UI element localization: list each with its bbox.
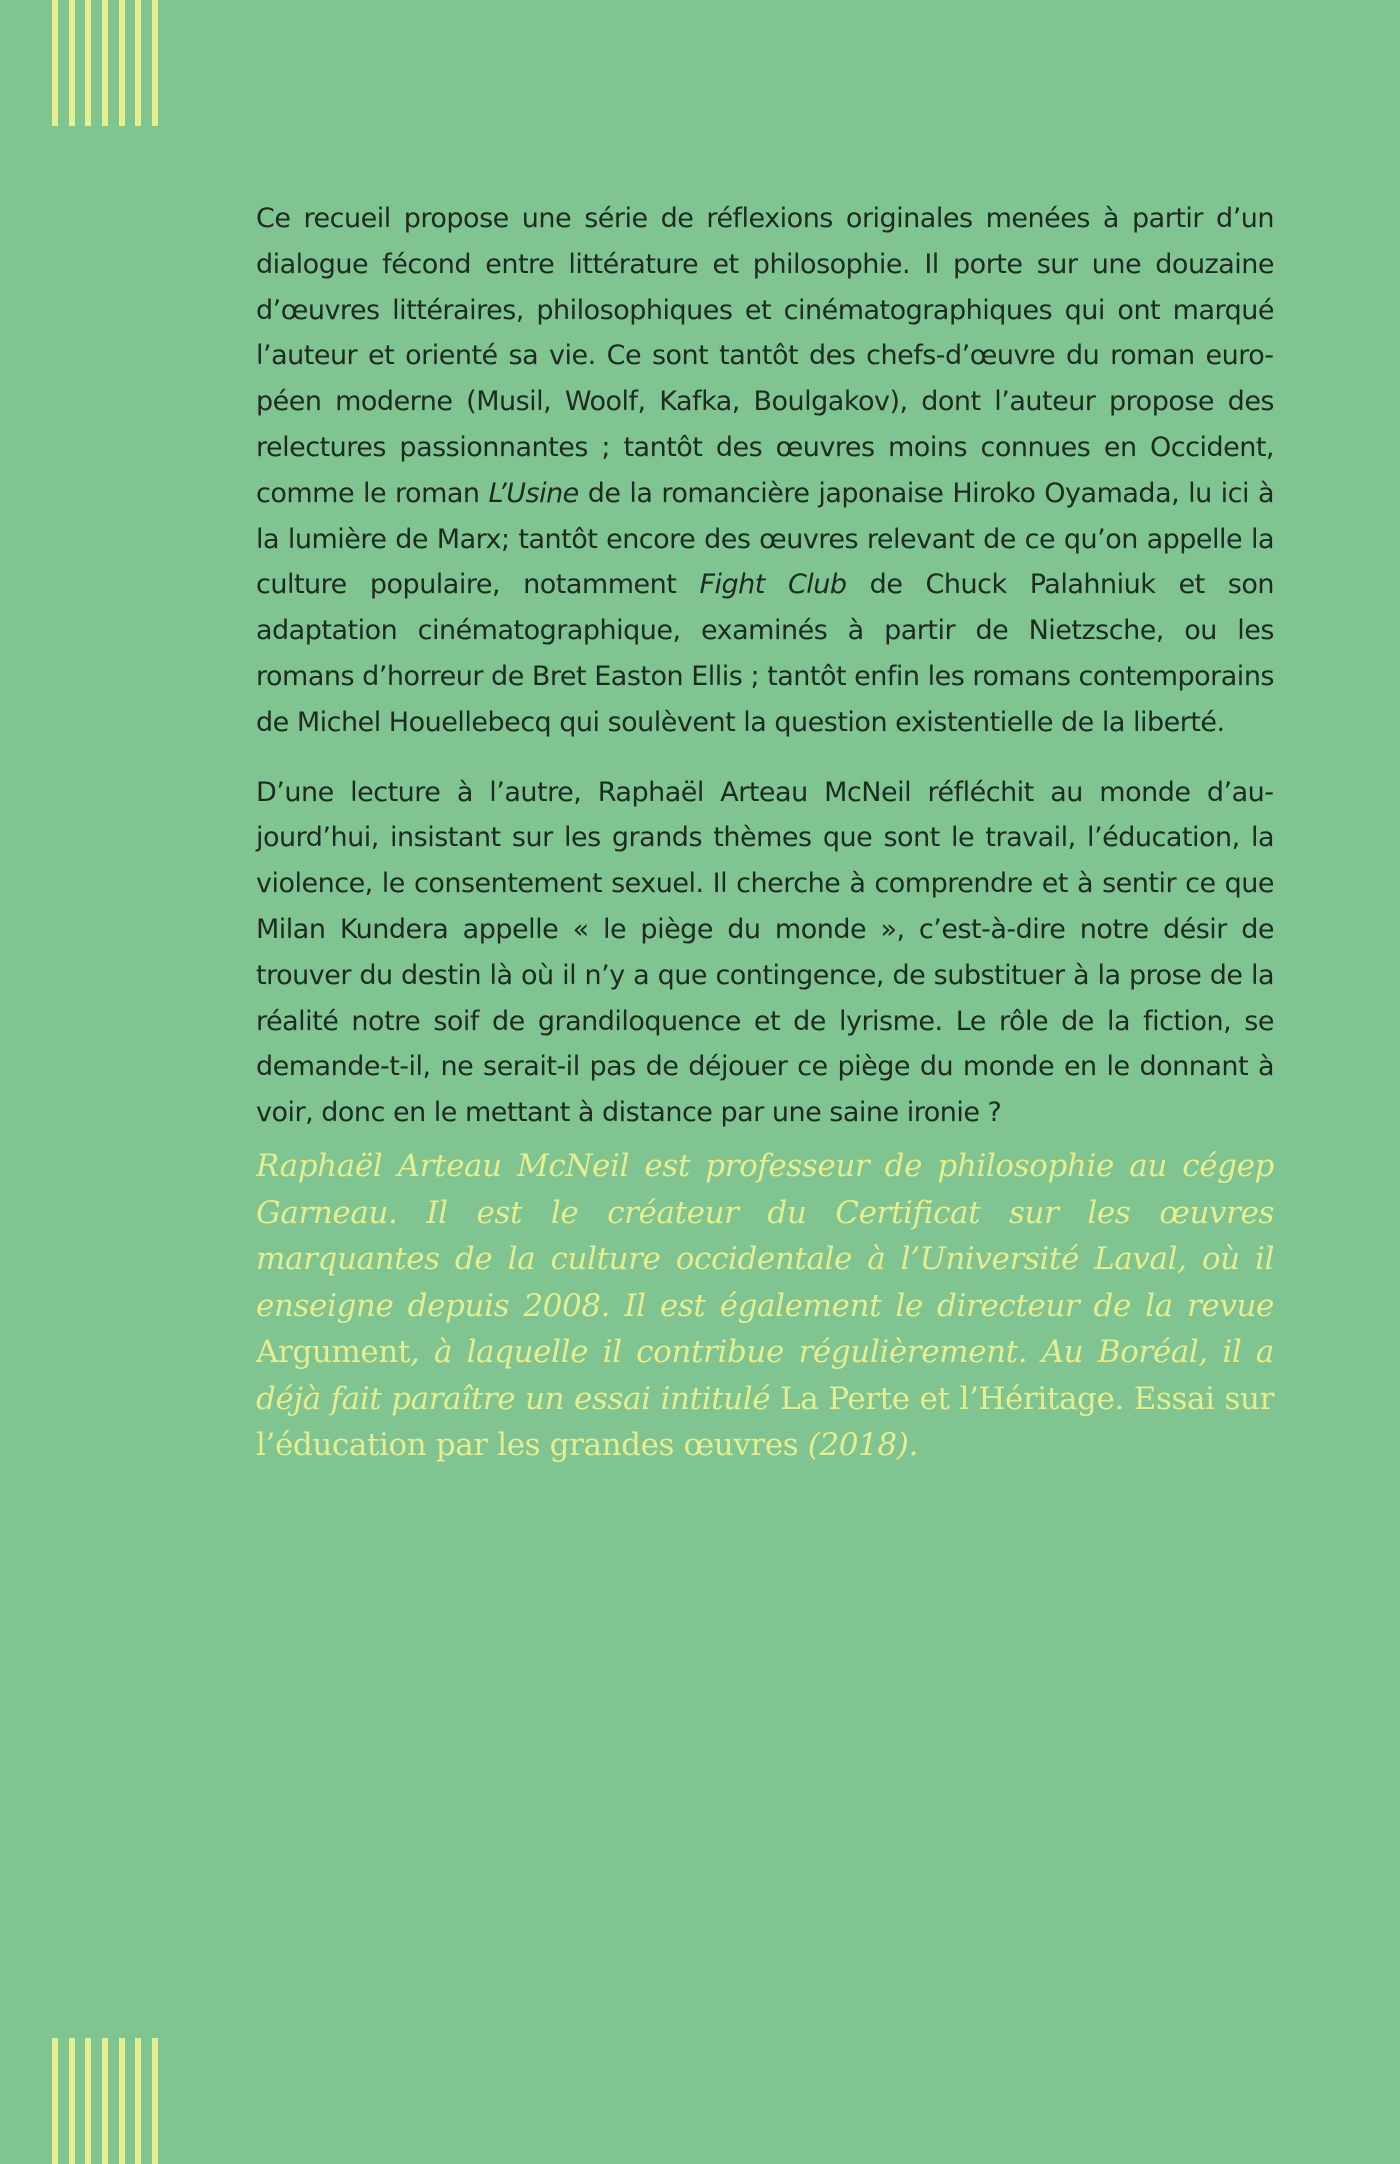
stripe	[152, 2038, 158, 2164]
top-stripes-decoration	[52, 0, 158, 126]
stripe	[85, 0, 91, 126]
p1-text-a: Ce recueil propose une série de réflexions originales menées à partir d’un dialogue fécond entre littérature et philosophie. Il porte sur une douzaine d’œuvres littéraires, philosophiques et cinématographiques qui ont marqué l’auteur et orienté sa vie. Ce sont tantôt des chefs-d’œuvre du roman européen moderne (Musil, Woolf, Kafka, Boulgakov), dont l’auteur propose des relectures passionnantes ; tantôt des œuvres moins connues en Occident, comme le roman	[256, 203, 1274, 509]
back-cover-description	[256, 196, 1274, 1160]
bottom-stripes-decoration	[52, 2038, 158, 2164]
stripe	[119, 0, 125, 126]
stripe	[152, 0, 158, 126]
author-bio	[256, 1143, 1274, 1469]
book-title-fight-club: Fight Club	[699, 569, 847, 601]
bio-text-a: Raphaël Arteau McNeil est professeur de philosophie au cégep Garneau. Il est le créateur du Certificat sur les œuvres marquantes de la culture occidentale à l’Université Laval, où il enseigne depuis 2008. Il est également le directeur de la revue	[256, 1148, 1274, 1324]
description-paragraph-2: D’une lecture à l’autre, Raphaël Arteau McNeil réfléchit au monde d’aujourd’hui, insistant sur les grands thèmes que sont le travail, l’éducation, la violence, le consentement sexuel. Il cherche à comprendre et à sentir ce que Milan Kundera appelle « le piège du monde », c’est-à-dire notre désir de trouver du destin là où il n’y a que contingence, de substituer à la prose de la réalité notre soif de grandiloquence et de lyrisme. Le rôle de la fiction, se demande-t-il, ne serait-il pas de déjouer ce piège du monde en le donnant à voir, donc en le mettant à distance par une saine ironie ?	[256, 776, 1274, 1129]
stripe	[119, 2038, 125, 2164]
stripe	[102, 0, 108, 126]
p1-text-b: de la romancière japonaise Hiroko Oyamada, lu ici à la lumière de Marx; tantôt encore des œuvres relevant de ce qu’on appelle la culture populaire, notamment	[256, 477, 1274, 601]
p1-text-c: de Chuck Palahniuk et son adaptation cinématographique, examinés à partir de Nietzsche, ou les romans d’horreur de Bret Easton Ellis ; tantôt enfin les romans contemporains de Michel Houellebecq qui soulèvent la question existentielle de la liberté.	[256, 569, 1274, 738]
stripe	[52, 0, 58, 126]
stripe	[135, 0, 141, 126]
bio-title-argument: Argument	[256, 1334, 410, 1370]
bio-title-la-perte: La Perte et l’Héritage. Essai sur l’éducation par les grandes œuvres	[256, 1380, 1275, 1463]
stripe	[52, 2038, 58, 2164]
stripe	[69, 0, 75, 126]
stripe	[85, 2038, 91, 2164]
stripe	[69, 2038, 75, 2164]
bio-text-b: , à laquelle il contribue régulièrement. Au Boréal, il a déjà fait paraître un essai intitulé	[256, 1334, 1274, 1417]
description-paragraph-1	[256, 196, 1274, 746]
stripe	[102, 2038, 108, 2164]
book-title-lusine: L’Usine	[488, 477, 579, 509]
bio-text-c: (2018).	[798, 1427, 918, 1463]
stripe	[135, 2038, 141, 2164]
